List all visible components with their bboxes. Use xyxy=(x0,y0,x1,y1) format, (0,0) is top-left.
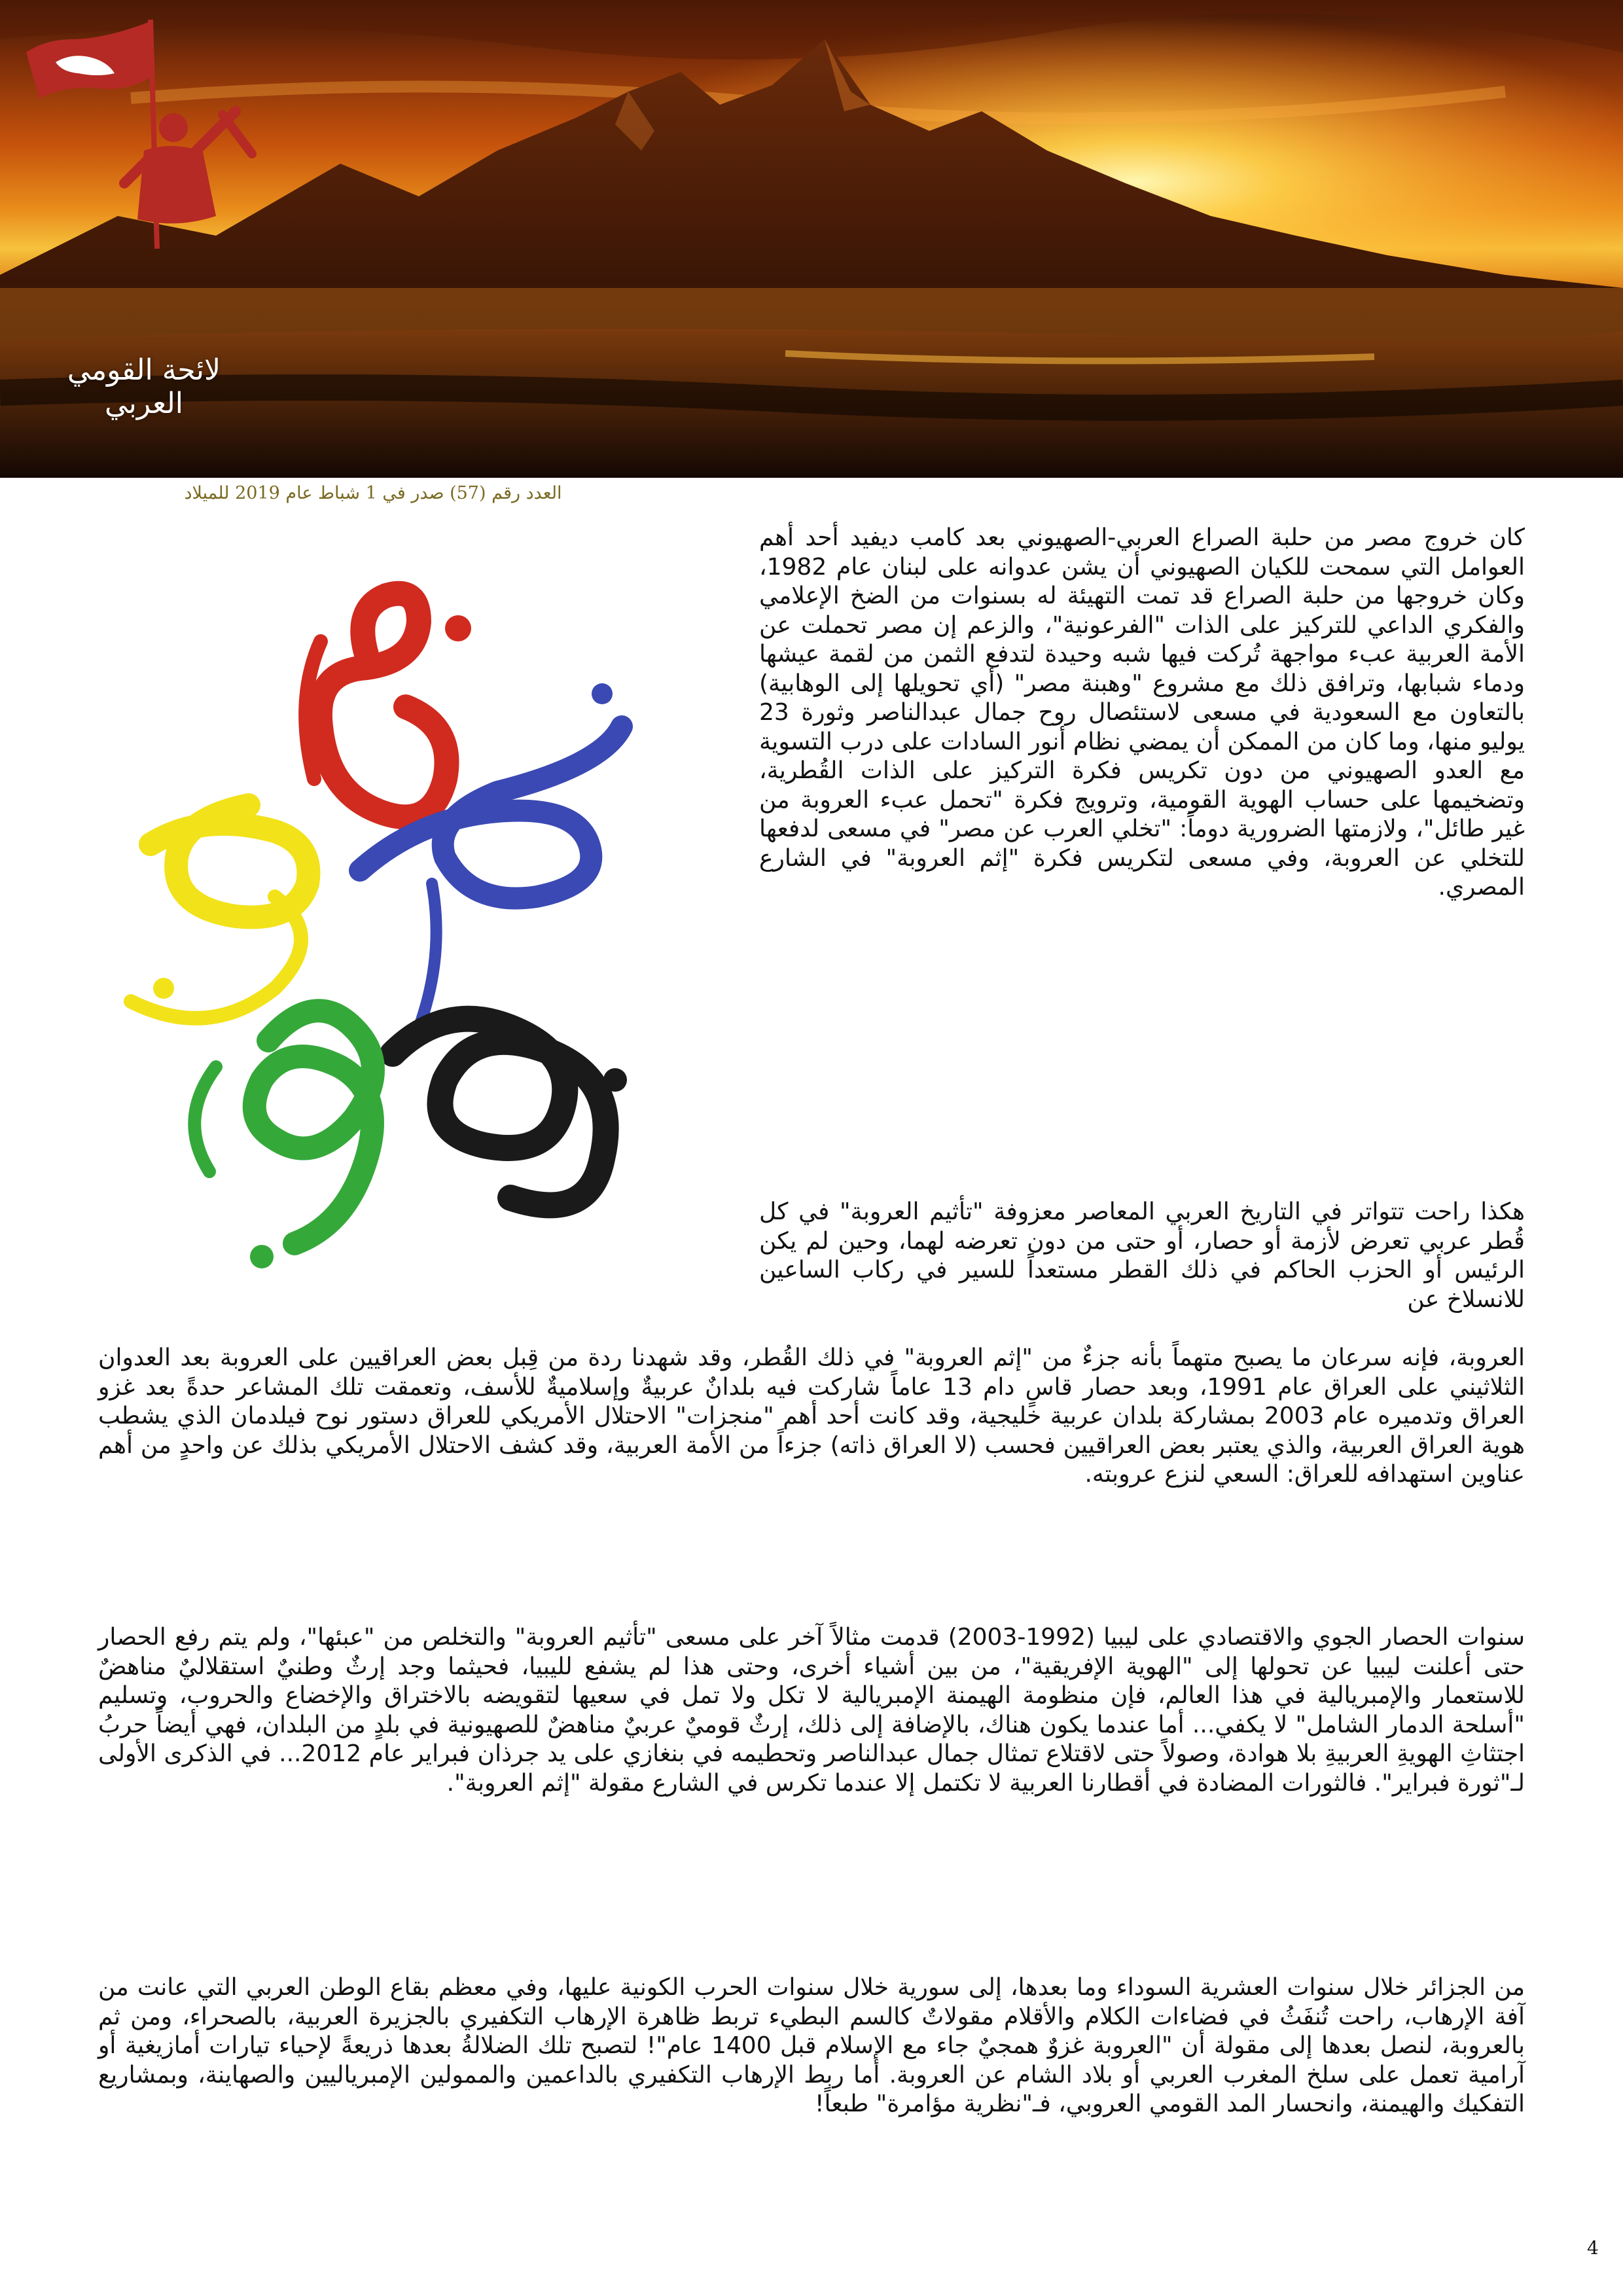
header-banner xyxy=(0,0,1623,478)
article-paragraph-2-end: العروبة، فإنه سرعان ما يصبح متهماً بأنه جزءٌ من "إثم العروبة" في ذلك القُطر، وقد شهدنا ردة من قِبل بعض العراقيين على العروبة بعد العدوان الثلاثيني على العراق عام 1991، وبعد حصار قاسٍ دام 13 عاماً شاركت فيه بلدانٌ عربيةٌ وإسلاميةٌ للأسف، وتعمقت تلك المشاعر حدةً بعد غزو العراق وتدميره عام 2003 بمشاركة بلدان عربية خليجية، وقد كانت أحد أهم "منجزات" الاحتلال الأمريكي للعراق دستور نوح فيلدمان الذي يشطب هوية العراق العربية، والذي يعتبر بعض العراقيين فحسب (لا العراق ذاته) جزءاً من الأمة العربية، وقد كشف الاحتلال الأمريكي بذلك عن واحدٍ من أهم عناوين استهدافه للعراق: السعي لنزع عروبته. xyxy=(98,1344,1525,1488)
article-paragraph-4: من الجزائر خلال سنوات العشرية السوداء وما بعدها، إلى سورية خلال سنوات الحرب الكونية عليها، وفي معظم بقاع الوطن العربي التي عانت من آفة الإرهاب، راحت تُنفَثُ في فضاءات الكلام والأقلام مقولاتٌ كالسم البطيء تربط ظاهرة الإرهاب التكفيري بالجزيرة العربية، بالصحراء، ومن ثم بالعروبة، لنصل بعدها إلى مقولة أن "العروبة غزوٌ همجيٌ جاء مع الإسلام قبل 1400 عام"! لتصبح تلك الضلالةُ بعدها ذريعةً لإحياء تيارات أمازيغية أو آرامية تعمل على سلخ المغرب العربي أو بلاد الشام عن العروبة. أما ربط الإرهاب التكفيري بالداعمين والممولين الإمبرياليين والصهاينة، وبمشاريع التفكيك والهيمنة، وانحسار المد القومي العروبي، فـ"نظرية مؤامرة" طبعاً! xyxy=(98,1974,1525,2117)
article-paragraph-2-start: هكذا راحت تتواتر في التاريخ العربي المعاصر معزوفة "تأثيم العروبة" في كل قُطر عربي تعرض لأزمة أو حصار، أو حتى من دون تعرضه لهما، وحين لم يكن الرئيس أو الحزب الحاكم في ذلك القطر مستعداً للسير في ركاب الساعين للانسلاخ عن xyxy=(759,1198,1525,1313)
page-number: 4 xyxy=(1587,2237,1599,2259)
flag-fighter-logo-icon xyxy=(0,0,275,275)
article-paragraph-3: سنوات الحصار الجوي والاقتصادي على ليبيا (1992-2003) قدمت مثالاً آخر على مسعى "تأثيم العروبة" والتخلص من "عبئها"، ولم يتم رفع الحصار حتى أعلنت ليبيا عن تحولها إلى "الهوية الإفريقية"، من بين أشياء أخرى، وحتى هذا لم يشفع لليبيا، فحيثما وجد إرثٌ وطنيٌ استقلاليٌ مناهضٌ للاستعمار والإمبريالية في هذا العالم، فإن منظومة الهيمنة الإمبريالية لا تكل ولا تمل في سعيها لتقويضه بالاختراق والإخضاع والحروب، وتسليم "أسلحة الدمار الشامل" لا يكفي... أما عندما يكون هناك، بالإضافة إلى ذلك، إرثٌ قوميٌ عربيٌ مناهضٌ للصهيونية في بلدٍ من البلدان، فهي أيضاً حربُ اجتثاثِ الهويةِ العربيةِ بلا هوادة، وصولاً حتى لاقتلاع تمثال جمال عبدالناصر وتحطيمه في بنغازي على يد جرذان فبراير عام 2012... في الذكرى الأولى لـ"ثورة فبراير". فالثورات المضادة في أقطارنا العربية لا تكتمل إلا عندما تكرس في الشارع مقولة "إثم العروبة". xyxy=(98,1624,1525,1797)
logo-text: لائحة القومي العربي xyxy=(67,353,221,420)
arabic-calligraphy-artwork xyxy=(79,530,740,1306)
issue-line: العدد رقم (57) صدر في 1 شباط عام 2019 للميلاد xyxy=(184,483,562,503)
article-paragraph-1: كان خروج مصر من حلبة الصراع العربي-الصهيوني بعد كامب ديفيد أحد أهم العوامل التي سمحت للكيان الصهيوني أن يشن عدوانه على لبنان عام 1982، وكان خروجها من حلبة الصراع قد تمت التهيئة له بسنوات من الضخ الإعلامي والفكري الداعي للتركيز على الذات "الفرعونية"، والزعم إن مصر تحملت عن الأمة العربية عبء مواجهة تُركت فيها شبه وحيدة لتدفع الثمن من لقمة عيشها ودماء شبابها، وترافق ذلك مع مشروع "وهبنة مصر" (أي تحويلها إلى الوهابية) بالتعاون مع السعودية في مسعى لاستئصال روح جمال عبدالناصر وثورة 23 يوليو منها، وما كان من الممكن أن يمضي نظام أنور السادات على درب التسوية مع العدو الصهيوني من دون تكريس فكرة التركيز على الذات القُطرية، وتضخيمها على حساب الهوية القومية، وترويج فكرة "تحمل عبء العروبة من غير طائل"، ولازمتها الضرورية دوماً: "تخلي العرب عن مصر" في مسعى لدفعها للتخلي عن العروبة، وفي مسعى لتكريس فكرة "إثم العروبة" في الشارع المصري. xyxy=(759,524,1525,901)
